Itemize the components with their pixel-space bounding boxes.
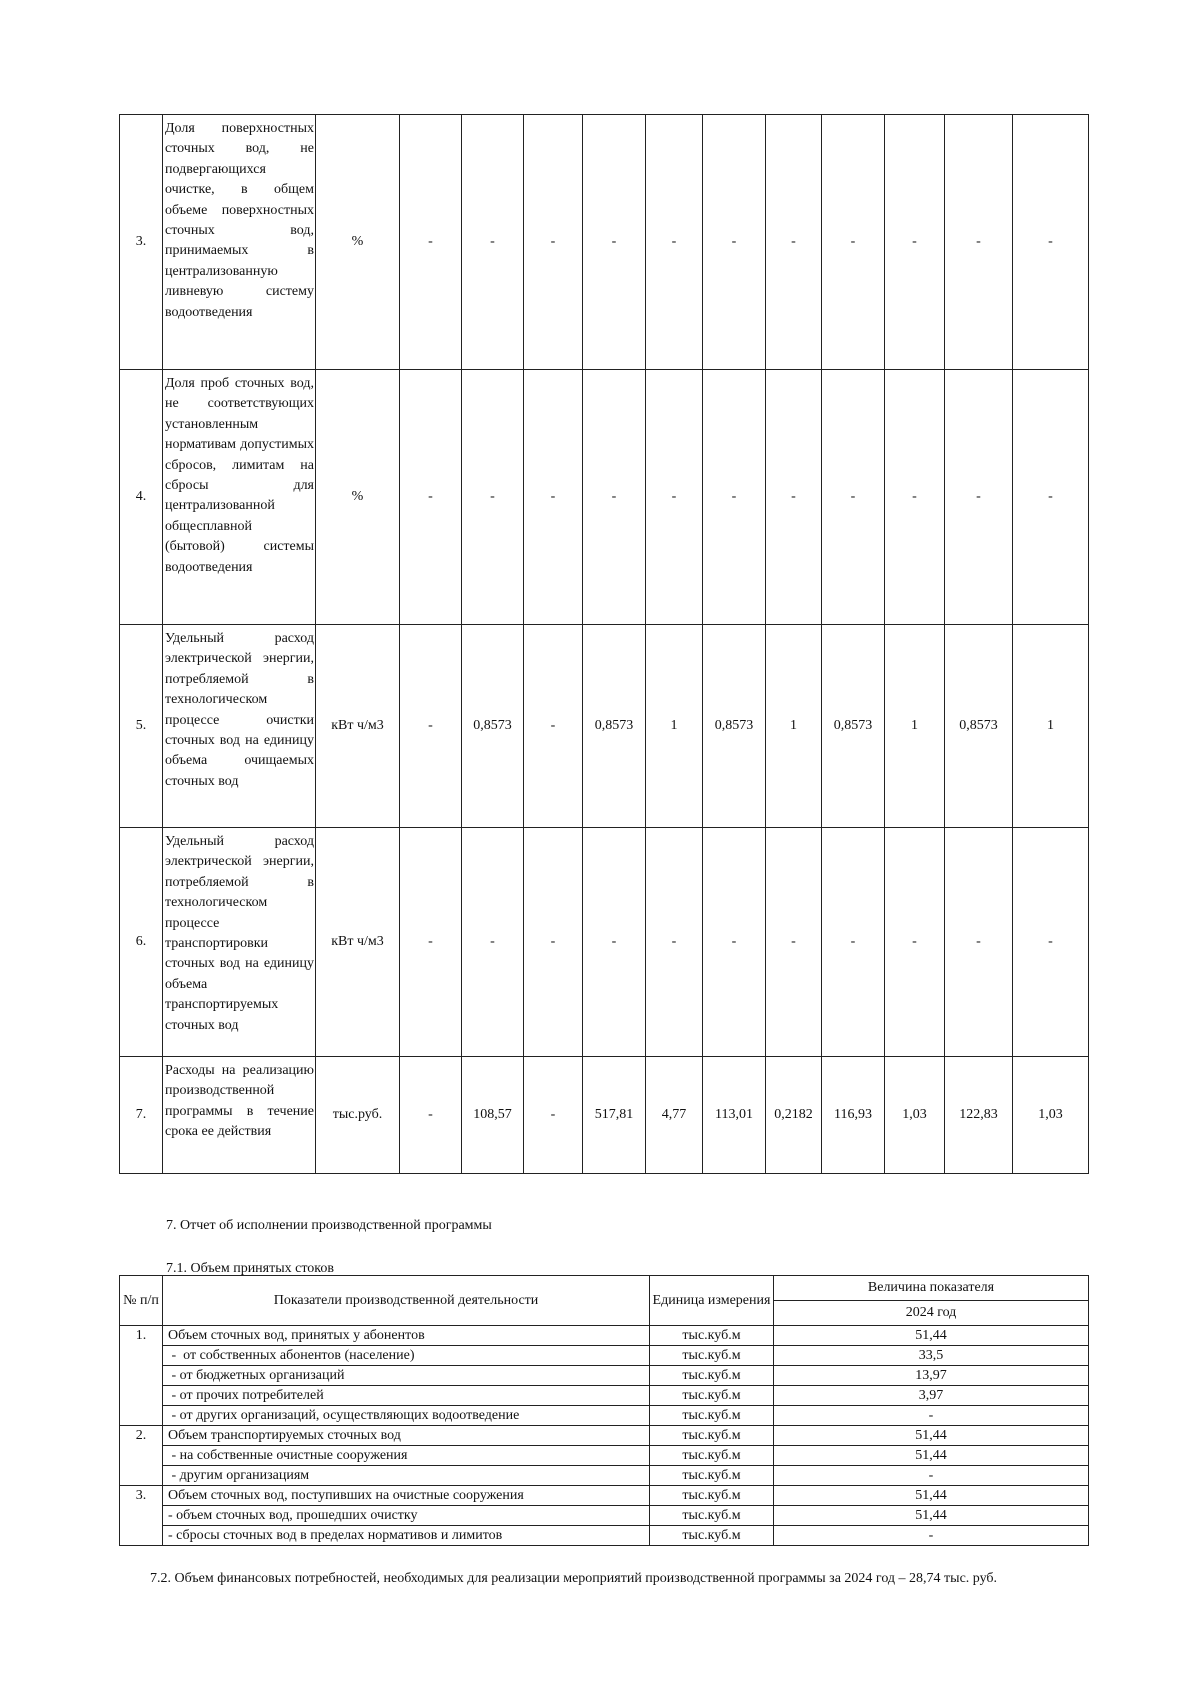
value-cell: - xyxy=(462,115,524,370)
value-cell: - xyxy=(1013,828,1089,1057)
row-number xyxy=(120,1386,163,1406)
value-cell: 0,8573 xyxy=(462,625,524,828)
value-cell: 0,8573 xyxy=(822,625,885,828)
row-number xyxy=(120,1446,163,1466)
row-unit: тыс.куб.м xyxy=(650,1506,774,1526)
row-name: - объем сточных вод, прошедших очистку xyxy=(163,1506,650,1526)
value-cell: - xyxy=(822,370,885,625)
row-number: 7. xyxy=(120,1057,163,1174)
section-7-2-text: 7.2. Объем финансовых потребностей, необходимых для реализации мероприятий производственной программы за 2024 год – 28,74 тыс. руб. xyxy=(150,1571,998,1586)
value-cell: 0,2182 xyxy=(766,1057,822,1174)
table-header-row xyxy=(120,1276,1089,1301)
value-cell: - xyxy=(583,370,646,625)
row-number: 5. xyxy=(120,625,163,828)
value-cell: - xyxy=(885,115,945,370)
header-year: 2024 год xyxy=(774,1301,1089,1326)
table-row xyxy=(120,1486,1089,1506)
row-unit: тыс.куб.м xyxy=(650,1426,774,1446)
value-cell: 517,81 xyxy=(583,1057,646,1174)
value-cell: - xyxy=(766,115,822,370)
table-row xyxy=(120,1326,1089,1346)
row-name: - от собственных абонентов (население) xyxy=(163,1346,650,1366)
row-number: 3. xyxy=(120,115,163,370)
indicator-name: Доля поверхностных сточных вод, не подвергающихся очистке, в общем объеме поверхностных сточных вод, принимаемых в централизованную ливневую систему водоотведения xyxy=(163,115,316,370)
row-value: - xyxy=(774,1466,1089,1486)
value-cell: 1 xyxy=(885,625,945,828)
table-row xyxy=(120,1346,1089,1366)
value-cell: 0,8573 xyxy=(703,625,766,828)
value-cell: - xyxy=(703,828,766,1057)
value-cell: - xyxy=(524,828,583,1057)
indicator-row xyxy=(120,828,1089,1057)
table-row xyxy=(120,1446,1089,1466)
row-number: 3. xyxy=(120,1486,163,1506)
row-number: 2. xyxy=(120,1426,163,1446)
row-value: 3,97 xyxy=(774,1386,1089,1406)
row-number xyxy=(120,1526,163,1546)
table-row xyxy=(120,1386,1089,1406)
accepted-effluent-table xyxy=(119,1275,1089,1546)
row-name: - от других организаций, осуществляющих водоотведение xyxy=(163,1406,650,1426)
row-number xyxy=(120,1506,163,1526)
row-name: - от бюджетных организаций xyxy=(163,1366,650,1386)
row-value: 13,97 xyxy=(774,1366,1089,1386)
row-number xyxy=(120,1466,163,1486)
value-cell: - xyxy=(400,625,462,828)
value-cell: - xyxy=(885,370,945,625)
value-cell: - xyxy=(400,828,462,1057)
unit-cell: кВт ч/м3 xyxy=(316,625,400,828)
row-unit: тыс.куб.м xyxy=(650,1366,774,1386)
row-name: - от прочих потребителей xyxy=(163,1386,650,1406)
value-cell: - xyxy=(400,115,462,370)
value-cell: - xyxy=(400,370,462,625)
indicator-row xyxy=(120,115,1089,370)
indicator-name: Удельный расход электрической энергии, потребляемой в технологическом процессе транспортировки сточных вод на единицу объема транспортируемых сточных вод xyxy=(163,828,316,1057)
table-row xyxy=(120,1466,1089,1486)
row-name: Объем транспортируемых сточных вод xyxy=(163,1426,650,1446)
indicator-name: Расходы на реализацию производственной программы в течение срока ее действия xyxy=(163,1057,316,1174)
value-cell: 1 xyxy=(646,625,703,828)
table-row xyxy=(120,1406,1089,1426)
header-indicator: Показатели производственной деятельности xyxy=(163,1276,650,1326)
value-cell: 116,93 xyxy=(822,1057,885,1174)
indicators-table xyxy=(119,114,1089,1174)
row-unit: тыс.куб.м xyxy=(650,1326,774,1346)
value-cell: - xyxy=(524,115,583,370)
value-cell: - xyxy=(945,370,1013,625)
row-unit: тыс.куб.м xyxy=(650,1486,774,1506)
header-unit: Единица измерения xyxy=(650,1276,774,1326)
row-number: 6. xyxy=(120,828,163,1057)
row-name: - другим организациям xyxy=(163,1466,650,1486)
row-unit: тыс.куб.м xyxy=(650,1346,774,1366)
value-cell: 113,01 xyxy=(703,1057,766,1174)
row-value: 51,44 xyxy=(774,1486,1089,1506)
row-name: Объем сточных вод, поступивших на очистные сооружения xyxy=(163,1486,650,1506)
section-7-title: 7. Отчет об исполнении производственной программы xyxy=(166,1218,492,1233)
row-number xyxy=(120,1346,163,1366)
value-cell: - xyxy=(822,828,885,1057)
unit-cell: тыс.руб. xyxy=(316,1057,400,1174)
value-cell: - xyxy=(462,828,524,1057)
indicator-row xyxy=(120,370,1089,625)
value-cell: - xyxy=(1013,370,1089,625)
row-number: 4. xyxy=(120,370,163,625)
indicator-name: Доля проб сточных вод, не соответствующих установленным нормативам допустимых сбросов, лимитам на сбросы для централизованной общесплавной (бытовой) системы водоотведения xyxy=(163,370,316,625)
value-cell: - xyxy=(524,1057,583,1174)
row-value: - xyxy=(774,1526,1089,1546)
table-row xyxy=(120,1426,1089,1446)
row-name: - на собственные очистные сооружения xyxy=(163,1446,650,1466)
value-cell: 1,03 xyxy=(1013,1057,1089,1174)
value-cell: 108,57 xyxy=(462,1057,524,1174)
value-cell: - xyxy=(646,115,703,370)
value-cell: 122,83 xyxy=(945,1057,1013,1174)
value-cell: 4,77 xyxy=(646,1057,703,1174)
row-value: 33,5 xyxy=(774,1346,1089,1366)
row-name: - сбросы сточных вод в пределах нормативов и лимитов xyxy=(163,1526,650,1546)
value-cell: 0,8573 xyxy=(945,625,1013,828)
unit-cell: % xyxy=(316,370,400,625)
table-row xyxy=(120,1506,1089,1526)
row-number: 1. xyxy=(120,1326,163,1346)
value-cell: - xyxy=(766,370,822,625)
row-value: 51,44 xyxy=(774,1326,1089,1346)
row-unit: тыс.куб.м xyxy=(650,1446,774,1466)
table-row xyxy=(120,1526,1089,1546)
header-number: № п/п xyxy=(120,1276,163,1326)
value-cell: - xyxy=(462,370,524,625)
value-cell: 1 xyxy=(1013,625,1089,828)
value-cell: - xyxy=(885,828,945,1057)
header-value-group: Величина показателя xyxy=(774,1276,1089,1301)
value-cell: 0,8573 xyxy=(583,625,646,828)
value-cell: - xyxy=(822,115,885,370)
value-cell: - xyxy=(400,1057,462,1174)
row-value: - xyxy=(774,1406,1089,1426)
row-value: 51,44 xyxy=(774,1506,1089,1526)
indicator-row xyxy=(120,1057,1089,1174)
unit-cell: % xyxy=(316,115,400,370)
value-cell: - xyxy=(703,115,766,370)
value-cell: - xyxy=(524,370,583,625)
value-cell: - xyxy=(646,370,703,625)
value-cell: - xyxy=(583,115,646,370)
value-cell: - xyxy=(583,828,646,1057)
row-value: 51,44 xyxy=(774,1426,1089,1446)
value-cell: - xyxy=(703,370,766,625)
value-cell: - xyxy=(1013,115,1089,370)
unit-cell: кВт ч/м3 xyxy=(316,828,400,1057)
row-name: Объем сточных вод, принятых у абонентов xyxy=(163,1326,650,1346)
value-cell: - xyxy=(945,828,1013,1057)
indicator-row xyxy=(120,625,1089,828)
section-7-1-title: 7.1. Объем принятых стоков xyxy=(166,1261,334,1276)
row-unit: тыс.куб.м xyxy=(650,1466,774,1486)
row-value: 51,44 xyxy=(774,1446,1089,1466)
value-cell: - xyxy=(646,828,703,1057)
value-cell: - xyxy=(945,115,1013,370)
row-unit: тыс.куб.м xyxy=(650,1406,774,1426)
indicator-name: Удельный расход электрической энергии, потребляемой в технологическом процессе очистки сточных вод на единицу объема очищаемых сточных вод xyxy=(163,625,316,828)
row-number xyxy=(120,1406,163,1426)
row-number xyxy=(120,1366,163,1386)
value-cell: - xyxy=(766,828,822,1057)
value-cell: - xyxy=(524,625,583,828)
row-unit: тыс.куб.м xyxy=(650,1386,774,1406)
row-unit: тыс.куб.м xyxy=(650,1526,774,1546)
table-row xyxy=(120,1366,1089,1386)
value-cell: 1 xyxy=(766,625,822,828)
value-cell: 1,03 xyxy=(885,1057,945,1174)
